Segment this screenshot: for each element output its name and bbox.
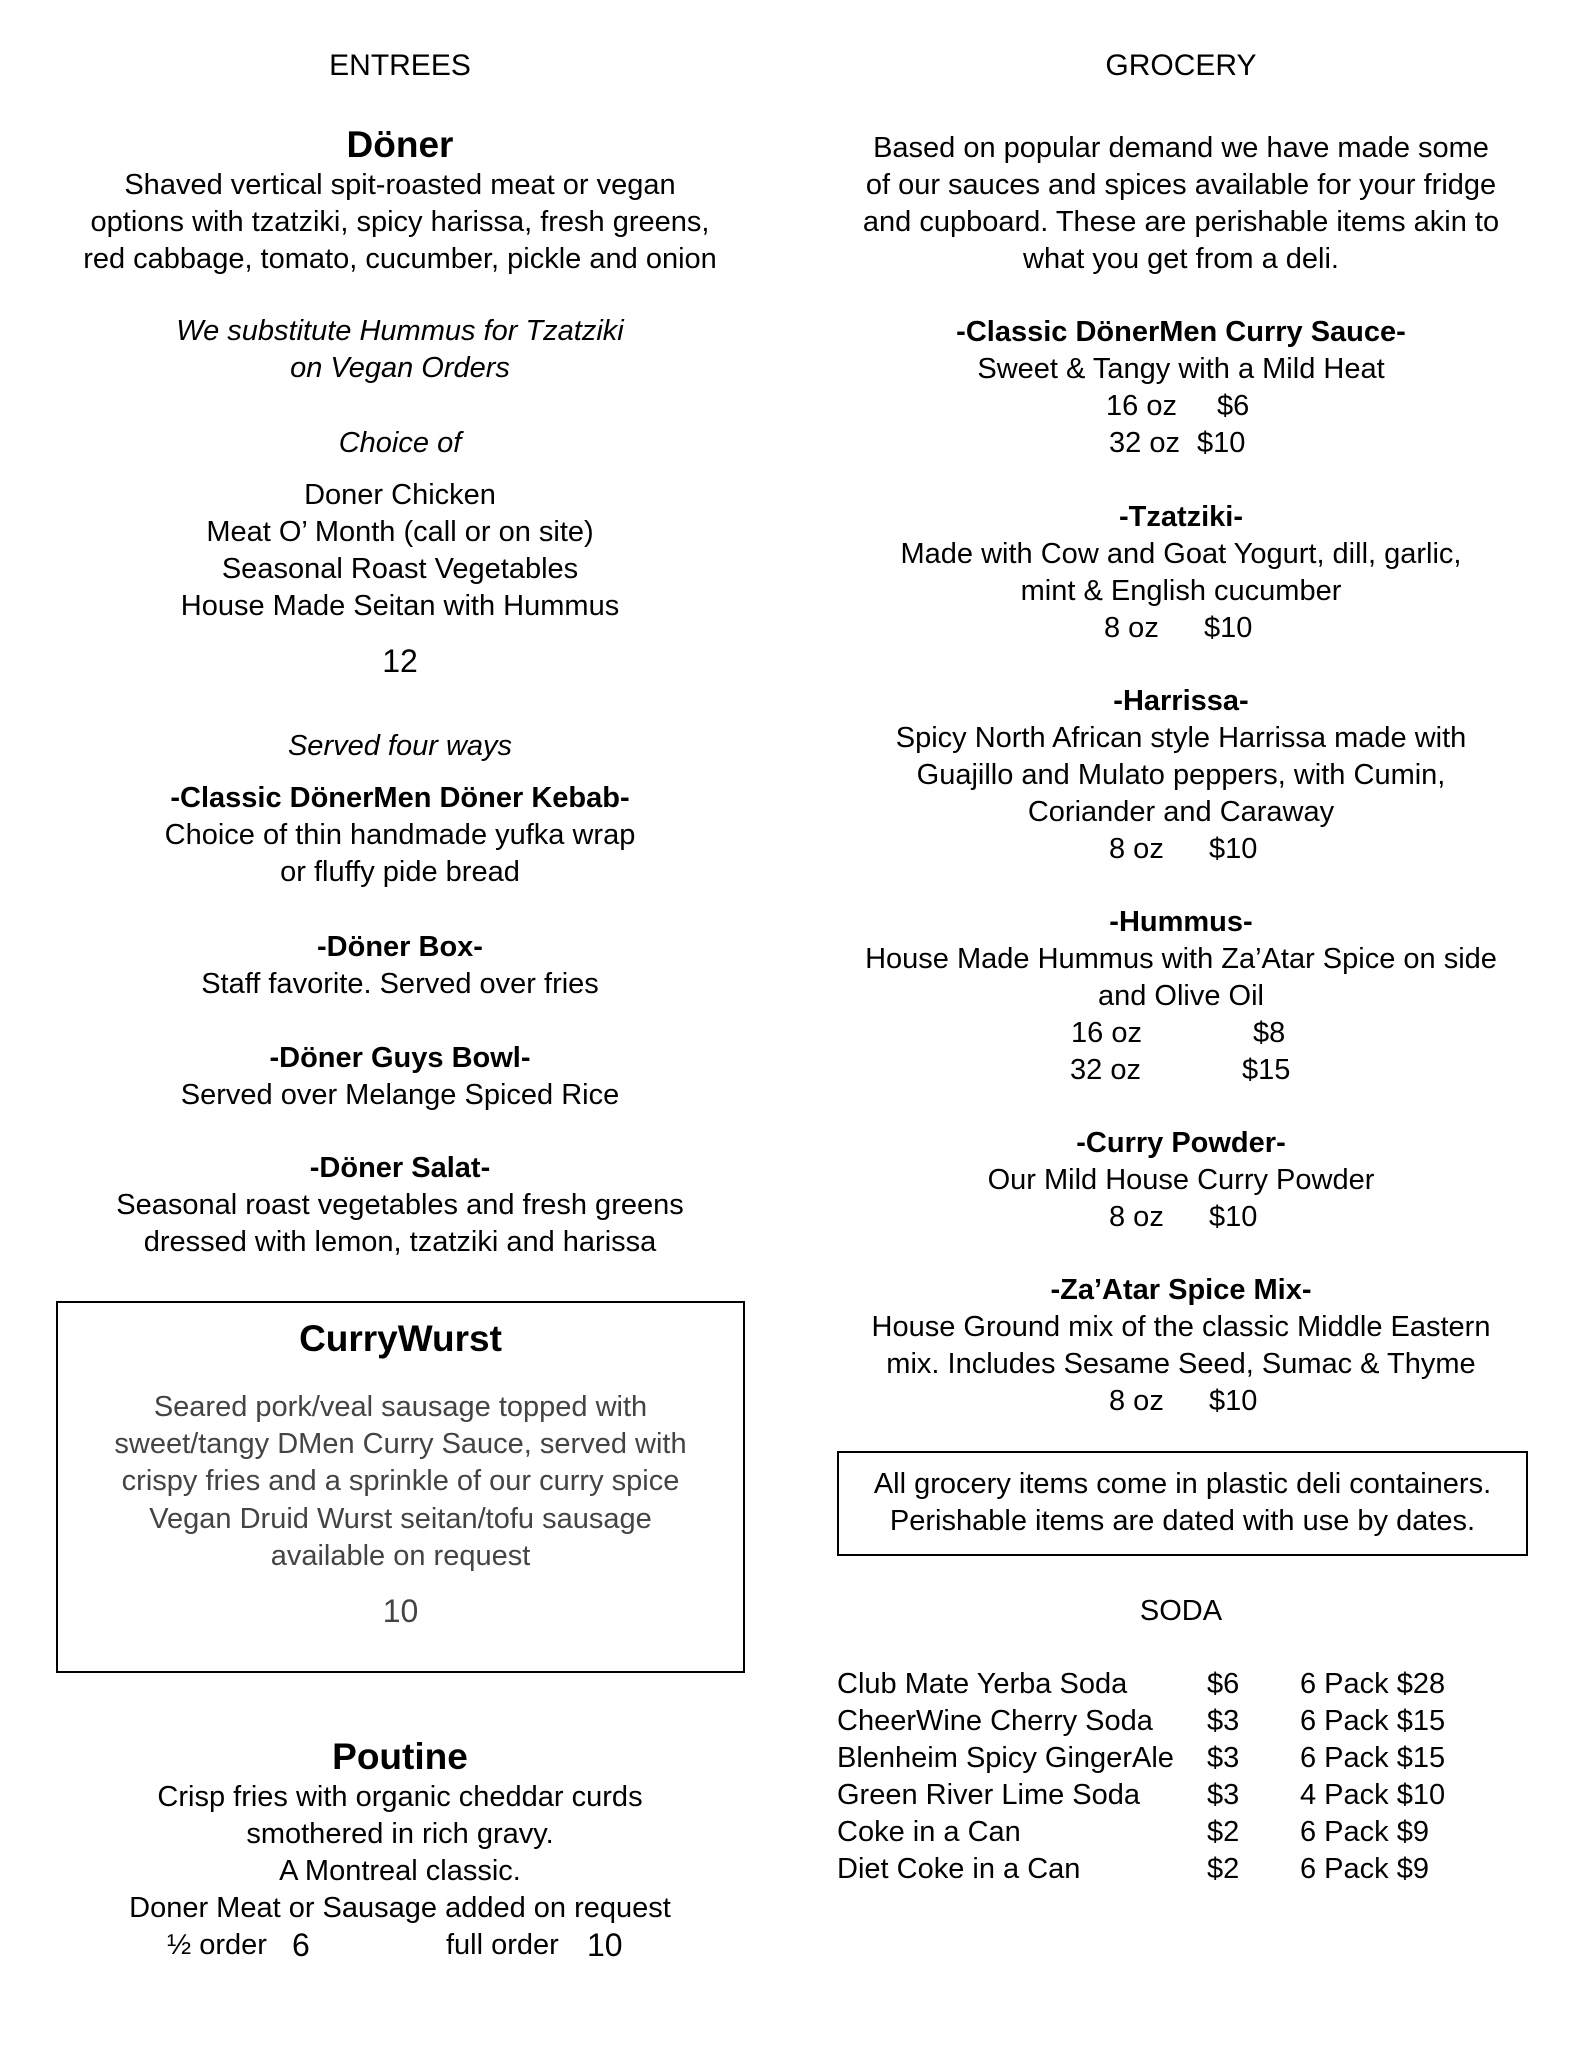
grocery-item-desc: Made with Cow and Goat Yogurt, dill, garlic,	[900, 538, 1462, 570]
doner-desc-line: Shaved vertical spit-roasted meat or vegan	[124, 169, 676, 201]
size-label: 8 oz	[1109, 1201, 1164, 1233]
grocery-item-title: -Curry Powder-	[1076, 1127, 1286, 1159]
grocery-item-harrissa	[830, 683, 1532, 868]
doner-price: 12	[382, 643, 418, 679]
grocery-item-zaatar	[830, 1272, 1532, 1420]
intro-line: and cupboard. These are perishable items akin to	[862, 206, 1500, 238]
currywurst-desc-line: crispy fries and a sprinkle of our curry spice	[121, 1465, 680, 1497]
size-label: 8 oz	[1109, 833, 1164, 865]
grocery-item-title: -Harrissa-	[1113, 685, 1249, 717]
choice-item: House Made Seitan with Hummus	[180, 590, 620, 622]
currywurst-price: 10	[382, 1593, 419, 1629]
grocery-item-title: -Hummus-	[1109, 906, 1253, 938]
size-price-row	[830, 1052, 1532, 1089]
soda-pack-price: 6 Pack $9	[1300, 1816, 1429, 1848]
way-desc: Served over Melange Spiced Rice	[180, 1079, 620, 1111]
size-price: $10	[1209, 1201, 1258, 1233]
soda-pack-price: 6 Pack $28	[1300, 1668, 1446, 1700]
soda-pack-price: 6 Pack $9	[1300, 1853, 1429, 1885]
grocery-item-desc: House Ground mix of the classic Middle Eastern	[871, 1311, 1491, 1343]
intro-line: Based on popular demand we have made some	[873, 132, 1489, 164]
intro-line: of our sauces and spices available for your fridge	[865, 169, 1497, 201]
doner-choices	[50, 477, 750, 625]
soda-name: Diet Coke in a Can	[837, 1853, 1081, 1885]
soda-price: $2	[1207, 1816, 1240, 1848]
size-price: $10	[1209, 1385, 1258, 1417]
entrees-heading: ENTREES	[329, 49, 471, 82]
grocery-item-desc: House Made Hummus with Za’Atar Spice on side	[865, 943, 1497, 975]
soda-name: Green River Lime Soda	[837, 1779, 1141, 1811]
grocery-heading: GROCERY	[1105, 49, 1257, 82]
vegan-note-line: on Vegan Orders	[290, 352, 510, 384]
doner-vegan-note	[50, 313, 750, 387]
soda-name: Coke in a Can	[837, 1816, 1021, 1848]
way-kebab	[50, 780, 750, 891]
grocery-intro	[830, 130, 1532, 278]
size-label: 32 oz	[1109, 427, 1180, 459]
half-order-price: 6	[292, 1927, 310, 1963]
way-salat	[50, 1150, 750, 1261]
choice-label: Choice of	[338, 427, 462, 459]
grocery-item-title: -Tzatziki-	[1118, 501, 1244, 533]
grocery-item-hummus	[830, 904, 1532, 1089]
soda-price: $3	[1207, 1779, 1240, 1811]
grocery-note-line: All grocery items come in plastic deli containers.	[873, 1468, 1492, 1500]
poutine-section	[50, 1735, 750, 1969]
size-price-row	[830, 388, 1532, 425]
poutine-desc-line: Doner Meat or Sausage added on request	[129, 1892, 671, 1924]
grocery-note-line: Perishable items are dated with use by dates.	[889, 1505, 1476, 1537]
soda-name: CheerWine Cherry Soda	[837, 1705, 1153, 1737]
size-price: $8	[1253, 1017, 1286, 1049]
way-title: -Döner Guys Bowl-	[269, 1042, 531, 1074]
soda-heading: SODA	[1139, 1595, 1223, 1627]
grocery-item-curry-powder	[830, 1125, 1532, 1236]
soda-price: $2	[1207, 1853, 1240, 1885]
doner-section	[50, 123, 750, 278]
grocery-item-desc: Guajillo and Mulato peppers, with Cumin,	[916, 759, 1446, 791]
size-price: $15	[1242, 1054, 1291, 1086]
way-desc: Staff favorite. Served over fries	[201, 968, 599, 1000]
full-order-price: 10	[587, 1927, 623, 1963]
way-title: -Döner Box-	[317, 931, 483, 963]
poutine-desc-line: Crisp fries with organic cheddar curds	[157, 1781, 643, 1813]
poutine-prices	[50, 1927, 750, 1969]
way-desc: Seasonal roast vegetables and fresh greens	[116, 1189, 684, 1221]
vegan-note-line: We substitute Hummus for Tzatziki	[176, 315, 624, 347]
soda-name: Blenheim Spicy GingerAle	[837, 1742, 1174, 1774]
way-desc: or fluffy pide bread	[280, 856, 520, 888]
size-label: 16 oz	[1071, 1017, 1142, 1049]
way-title: -Classic DönerMen Döner Kebab-	[170, 782, 630, 814]
grocery-item-desc: Spicy North African style Harrissa made with	[895, 722, 1467, 754]
grocery-item-desc: and Olive Oil	[1097, 980, 1264, 1012]
size-price-row	[830, 425, 1532, 462]
soda-pack-price: 6 Pack $15	[1300, 1742, 1446, 1774]
choice-item: Doner Chicken	[304, 479, 496, 511]
size-price: $10	[1204, 612, 1253, 644]
currywurst-box	[56, 1301, 745, 1673]
soda-price: $3	[1207, 1705, 1240, 1737]
size-price: $6	[1217, 390, 1250, 422]
grocery-item-title: -Classic DönerMen Curry Sauce-	[956, 316, 1406, 348]
soda-price: $6	[1207, 1668, 1240, 1700]
served-label: Served four ways	[287, 730, 513, 762]
grocery-item-desc: mint & English cucumber	[1020, 575, 1342, 607]
size-price-row	[830, 831, 1532, 868]
poutine-title: Poutine	[332, 1736, 468, 1777]
currywurst-vegan-line: Vegan Druid Wurst seitan/tofu sausage	[149, 1503, 652, 1535]
choice-item: Meat O’ Month (call or on site)	[206, 516, 594, 548]
poutine-desc-line: A Montreal classic.	[279, 1855, 521, 1887]
soda-pack-price: 6 Pack $15	[1300, 1705, 1446, 1737]
grocery-item-desc: Our Mild House Curry Powder	[987, 1164, 1375, 1196]
grocery-item-curry-sauce	[830, 314, 1532, 462]
choice-item: Seasonal Roast Vegetables	[221, 553, 579, 585]
size-label: 16 oz	[1106, 390, 1177, 422]
size-price: $10	[1197, 427, 1246, 459]
currywurst-vegan-line: available on request	[270, 1540, 531, 1572]
size-label: 32 oz	[1070, 1054, 1141, 1086]
grocery-item-desc: mix. Includes Sesame Seed, Sumac & Thyme	[886, 1348, 1476, 1380]
doner-title: Döner	[346, 124, 454, 165]
soda-name: Club Mate Yerba Soda	[837, 1668, 1128, 1700]
currywurst-title: CurryWurst	[299, 1318, 502, 1359]
soda-pack-price: 4 Pack $10	[1300, 1779, 1446, 1811]
full-order-label: full order	[446, 1929, 559, 1961]
poutine-desc-line: smothered in rich gravy.	[246, 1818, 554, 1850]
size-price-row	[830, 1015, 1532, 1052]
way-desc: Choice of thin handmade yufka wrap	[164, 819, 636, 851]
soda-price: $3	[1207, 1742, 1240, 1774]
way-desc: dressed with lemon, tzatziki and harissa	[143, 1226, 657, 1258]
currywurst-desc-line: Seared pork/veal sausage topped with	[153, 1391, 648, 1423]
grocery-item-desc: Coriander and Caraway	[1027, 796, 1335, 828]
size-price-row	[830, 1383, 1532, 1420]
half-order-label: ½ order	[167, 1929, 267, 1961]
way-bowl	[50, 1040, 750, 1114]
way-box	[50, 929, 750, 1003]
doner-desc-line: options with tzatziki, spicy harissa, fresh greens,	[90, 206, 710, 238]
size-label: 8 oz	[1104, 612, 1159, 644]
doner-desc-line: red cabbage, tomato, cucumber, pickle and onion	[83, 243, 717, 275]
intro-line: what you get from a deli.	[1023, 243, 1339, 275]
way-title: -Döner Salat-	[309, 1152, 491, 1184]
size-price-row	[830, 1199, 1532, 1236]
grocery-item-title: -Za’Atar Spice Mix-	[1050, 1274, 1312, 1306]
grocery-note-box	[837, 1451, 1528, 1556]
grocery-item-desc: Sweet & Tangy with a Mild Heat	[977, 353, 1385, 385]
size-price-row	[830, 610, 1532, 647]
grocery-item-tzatziki	[830, 499, 1532, 647]
currywurst-desc-line: sweet/tangy DMen Curry Sauce, served with	[114, 1428, 687, 1460]
size-label: 8 oz	[1109, 1385, 1164, 1417]
size-price: $10	[1209, 833, 1258, 865]
